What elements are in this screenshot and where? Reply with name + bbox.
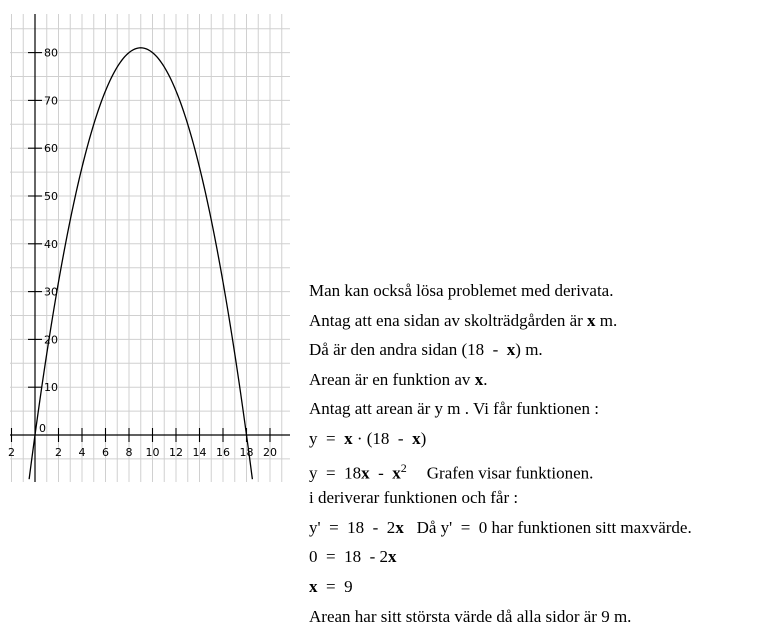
text-line-1: Man kan också lösa problemet med derivata. — [309, 281, 614, 300]
text-line-3: Då är den andra sidan (18 - x) m. — [309, 340, 543, 360]
y-tick-label: 50 — [44, 190, 58, 203]
y-tick-label: 70 — [44, 94, 58, 108]
text-line-5: Antag att arean är y m . Vi får funktionen : — [309, 399, 599, 419]
y-tick-label: 40 — [44, 237, 58, 251]
text-line-6: y = x · (18 - x) — [309, 428, 427, 448]
x-tick-label: 12 — [169, 446, 183, 459]
solution-text — [309, 276, 692, 631]
text-line-8: i deriverar funktionen och får : — [309, 488, 519, 508]
y-tick-label: 60 — [44, 142, 58, 156]
text-line-9: y' = 18 - 2x Då y' = 0 har funktionen sitt maxvärde. — [309, 517, 692, 537]
text-line-11: x = 9 — [309, 576, 353, 596]
x-tick-label: 2 — [8, 446, 15, 459]
x-tick-label: 20 — [263, 446, 277, 459]
text-line-7: $y = 18x - x^2$ Grafen visar funktionen. — [309, 460, 594, 483]
x-tick-label: 16 — [216, 446, 230, 459]
x-tick-label: 4 — [78, 446, 86, 459]
y-tick-label: 80 — [44, 46, 58, 60]
text-line-10: 0 = 18 - 2x — [309, 547, 397, 567]
x-tick-label: 18 — [239, 446, 254, 459]
origin-label: 0 — [39, 422, 46, 435]
y-tick-label: 30 — [44, 285, 58, 299]
function-graph — [0, 0, 300, 490]
y-tick-label: 10 — [44, 381, 58, 395]
text-line-12: Arean har sitt största värde då alla sidor är 9 m. — [309, 606, 632, 626]
y-tick-label: 20 — [44, 333, 58, 347]
x-tick-label: 10 — [145, 446, 160, 459]
x-tick-label: 6 — [102, 446, 109, 459]
text-line-4: Arean är en funktion av x. — [309, 369, 488, 389]
x-tick-label: 14 — [192, 446, 207, 459]
exponent: 2 — [400, 460, 407, 475]
tick-labels — [8, 47, 277, 459]
x-tick-label: 2 — [55, 446, 62, 459]
x-tick-label: 8 — [125, 446, 133, 459]
text-line-2: Antag att ena sidan av skolträdgården är x m. — [309, 310, 618, 330]
